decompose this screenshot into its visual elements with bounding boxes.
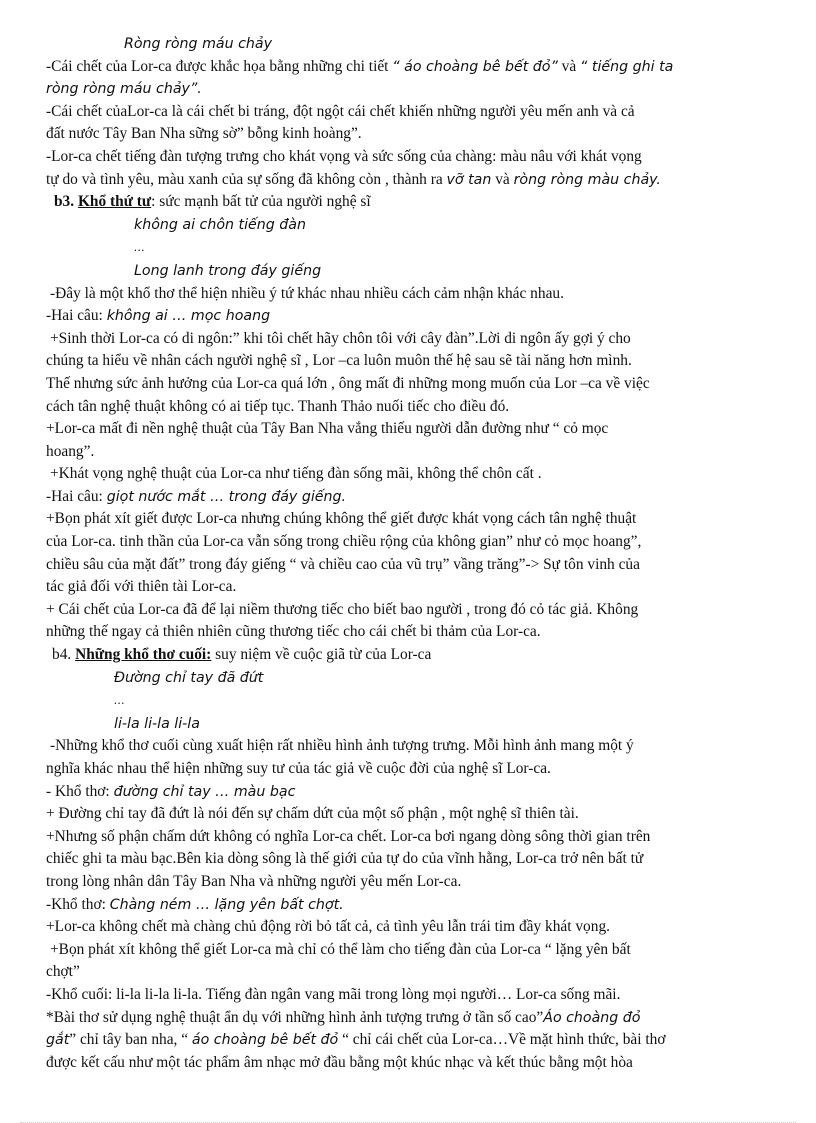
paragraph-line: *Bài thơ sử dụng nghệ thuật ẩn dụ với những hình ảnh tượng trưng ở tần số cao”Áo choàng đỏ	[46, 1008, 641, 1026]
paragraph-line: +Nhưng số phận chấm dứt không có nghĩa Lor-ca chết. Lor-ca bơi ngang dòng sông thời gian trên	[46, 827, 651, 845]
paragraph-line: nghĩa khác nhau thể hiện những suy tư của tác giả về cuộc đời của nghệ sĩ Lor-ca.	[46, 760, 551, 777]
paragraph-line: đất nước Tây Ban Nha sững sờ” bỗng kinh hoàng”.	[46, 125, 362, 143]
poem-quote: Long lanh trong đáy giếng	[134, 262, 322, 279]
paragraph-line: tự do và tình yêu, màu xanh của sự sống đã không còn , thành ra vỡ tan và ròng ròng màu chảy.	[46, 170, 661, 188]
paragraph-line: -Hai câu: không ai … mọc hoang	[46, 307, 271, 325]
paragraph-line: + Cái chết của Lor-ca đã để lại niềm thương tiếc cho biết bao người , trong đó cỏ tác giả. Không	[46, 600, 639, 618]
poem-ellipsis: …	[134, 241, 145, 255]
poem-quote: không ai chôn tiếng đàn	[134, 216, 306, 233]
paragraph-line: chợt”	[46, 963, 80, 981]
paragraph-line: -Lor-ca chết tiếng đàn tượng trưng cho khát vọng và sức sống của chàng: màu nâu với khát vọng	[46, 147, 642, 165]
poem-quote: li-la li-la li-la	[114, 715, 200, 732]
paragraph-line: hoang”.	[46, 442, 95, 460]
paragraph-line: + Đường chỉ tay đã đứt là nói đến sự chấm dứt của một số phận , một nghệ sĩ thiên tài.	[46, 805, 579, 823]
paragraph-line: -Đây là một khổ thơ thể hiện nhiều ý tứ khác nhau nhiều cách cảm nhận khác nhau.	[50, 284, 564, 302]
paragraph-line: -Hai câu: giọt nước mắt … trong đáy giếng.	[46, 487, 347, 505]
section-heading-b3: b3. Khổ thứ tư: sức mạnh bất tử của người nghệ sĩ	[54, 193, 371, 211]
paragraph-line: -Những khổ thơ cuối cùng xuất hiện rất nhiều hình ảnh tượng trưng. Mỗi hình ảnh mang một ý	[50, 737, 634, 755]
poem-quote: Ròng ròng máu chảy	[124, 36, 272, 52]
paragraph-line: cách tân nghệ thuật không có ai tiếp tục. Thanh Thảo nuối tiếc cho điều đó.	[46, 397, 510, 415]
paragraph-line: +Lor-ca mất đi nền nghệ thuật của Tây Ban Nha vắng thiếu người dẫn đường như “ cỏ mọc	[46, 420, 609, 438]
paragraph-line: +Bọn phát xít giết được Lor-ca nhưng chúng không thể giết được khát vọng cách tân nghệ thuật	[46, 510, 637, 528]
paragraph-line: chúng ta hiểu về nhân cách người nghệ sĩ , Lor –ca luôn muôn thế hệ sau sẽ tài năng hơn mình.	[46, 352, 632, 370]
document-page	[46, 33, 786, 1074]
paragraph-line: gắt” chỉ tây ban nha, “ áo choàng bê bết đỏ “ chỉ cái chết của Lor-ca…Về mặt hình thức, bài thơ	[46, 1031, 666, 1049]
paragraph-line: +Sinh thời Lor-ca có di ngôn:” khi tôi chết hãy chôn tôi với cây đàn”.Lời di ngôn ấy gợi ý cho	[50, 329, 631, 347]
paragraph-line: chiều sâu của mặt đất” trong đáy giếng “ và chiều cao của vũ trụ” vầng trăng”-> Sự tôn vinh của	[46, 555, 640, 573]
paragraph-line: những thế ngay cả thiên nhiên cũng thương tiếc cho cái chết bi thảm của Lor-ca.	[46, 623, 541, 641]
paragraph-line: chiếc ghi ta màu bạc.Bên kia dòng sông là thế giới của tự do của vĩnh hằng, Lor-ca trở nên bất tử	[46, 850, 644, 868]
paragraph-line: +Lor-ca không chết mà chàng chủ động rời bỏ tất cả, cả tình yêu lẫn trái tim đầy khát vọng.	[46, 918, 610, 936]
paragraph-line: -Khổ cuối: li-la li-la li-la. Tiếng đàn ngân vang mãi trong lòng mọi người… Lor-ca sống mãi.	[46, 985, 621, 1003]
paragraph-line: -Cái chết củaLor-ca là cái chết bi tráng, đột ngột cái chết khiến những người yêu mến anh và cả	[46, 102, 635, 120]
poem-ellipsis: …	[114, 694, 125, 708]
paragraph-line: Thế nhưng sức ảnh hưởng của Lor-ca quá lớn , ông mất đi những mong muốn của Lor –ca về việc	[46, 374, 650, 392]
poem-quote: Đường chỉ tay đã đứt	[114, 669, 264, 686]
paragraph-line: được kết cấu như một tác phẩm âm nhạc mở đầu bằng một khúc nhạc và kết thúc bằng một hòa	[46, 1053, 633, 1071]
paragraph-line: tác giả đối với thiên tài Lor-ca.	[46, 578, 237, 596]
paragraph-line: của Lor-ca. tinh thần của Lor-ca vẫn sống trong chiều rộng của không gian” như cỏ mọc hoang”,	[46, 533, 642, 551]
paragraph-line: trong lòng nhân dân Tây Ban Nha và những người yêu mến Lor-ca.	[46, 872, 462, 890]
paragraph-line: +Bọn phát xít không thể giết Lor-ca mà chỉ có thể làm cho tiếng đàn của Lor-ca “ lặng yên bất	[50, 940, 631, 958]
paragraph-line: +Khát vọng nghệ thuật của Lor-ca như tiếng đàn sống mãi, không thể chôn cất .	[50, 465, 542, 483]
paragraph-line: - Khổ thơ: đường chỉ tay … màu bạc	[46, 782, 296, 800]
section-heading-b4: b4. Những khổ thơ cuối: suy niệm về cuộc giã từ của Lor-ca	[52, 646, 432, 664]
paragraph-line: -Cái chết của Lor-ca được khắc họa bằng những chi tiết “ áo choàng bê bết đỏ” và “ tiếng ghi ta	[46, 57, 674, 75]
paragraph-line: -Khổ thơ: Chàng ném … lặng yên bất chợt.	[46, 895, 344, 913]
paragraph-line: ròng ròng máu chảy”.	[46, 81, 202, 98]
